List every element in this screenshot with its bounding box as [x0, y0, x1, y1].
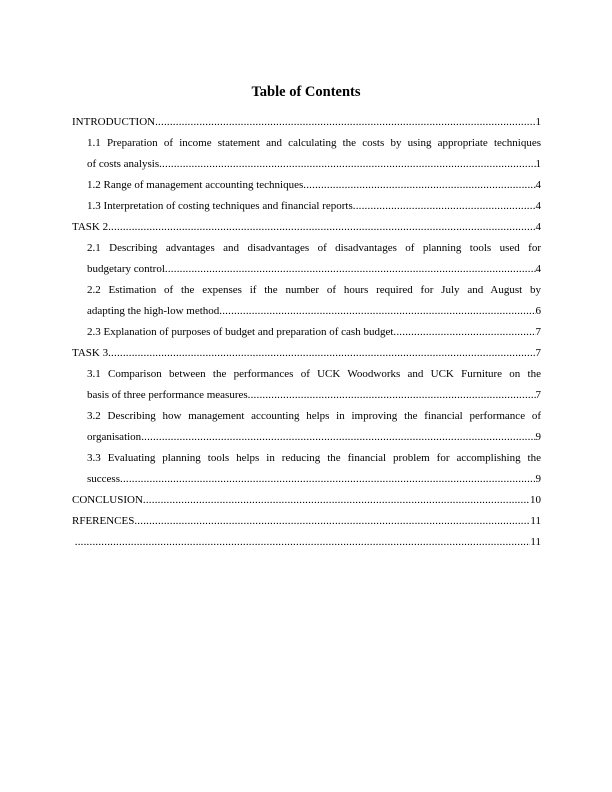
toc-entry-text: organisation	[87, 431, 142, 443]
toc-page-number: 4	[535, 200, 541, 212]
toc-entry-3-1[interactable]	[72, 385, 541, 406]
dot-leader	[159, 154, 535, 175]
toc-entry-conclusion[interactable]	[72, 490, 541, 511]
dot-leader	[134, 511, 530, 532]
toc-entry-text: 3.1 Comparison between the performances of UCK Woodworks and UCK Furniture on the	[87, 368, 541, 380]
toc-page-number: 7	[535, 347, 541, 359]
toc-entry-text: 2.3 Explanation of purposes of budget and preparation of cash budget	[87, 326, 394, 338]
toc-entry-references[interactable]	[72, 511, 541, 532]
toc-page-number: 7	[535, 389, 541, 401]
toc-entry-2-1-first-line[interactable]	[72, 238, 541, 259]
toc-entry-text: 2.1 Describing advantages and disadvantages of disadvantages of planning tools used for	[87, 242, 541, 254]
dot-leader	[155, 112, 535, 133]
toc-entry-text: 3.3 Evaluating planning tools helps in reducing the financial problem for accomplishing the	[87, 452, 541, 464]
dot-leader	[75, 532, 531, 553]
toc-entry-text: TASK 3	[72, 347, 109, 359]
dot-leader	[219, 301, 535, 322]
toc-entry-text: basis of three performance measures	[87, 389, 248, 401]
toc-page-number: 9	[535, 431, 541, 443]
toc-entry-3-3-first-line[interactable]	[72, 448, 541, 469]
dot-leader	[141, 427, 535, 448]
toc-entry-3-1-first-line[interactable]	[72, 364, 541, 385]
toc-page-number: 7	[535, 326, 541, 338]
toc-entry-text: TASK 2	[72, 221, 109, 233]
toc-entry-2-1[interactable]	[72, 259, 541, 280]
dot-leader	[108, 217, 535, 238]
toc-entry-1-3[interactable]	[72, 196, 541, 217]
toc-page-number: 4	[535, 263, 541, 275]
dot-leader	[303, 175, 535, 196]
toc-entry-text: 2.2 Estimation of the expenses if the number of hours required for July and August by	[87, 284, 541, 296]
table-of-contents	[72, 112, 541, 553]
toc-page-number: 11	[530, 515, 541, 527]
dot-leader	[165, 259, 536, 280]
toc-entry-text: RFERENCES	[72, 515, 135, 527]
toc-entry-introduction[interactable]	[72, 112, 541, 133]
dot-leader	[143, 490, 530, 511]
toc-entry-text: budgetary control	[87, 263, 165, 275]
toc-page-number: 11	[530, 536, 541, 548]
toc-page-number: 1	[535, 116, 541, 128]
toc-page-number: 10	[530, 494, 541, 506]
toc-entry-3-2-first-line[interactable]	[72, 406, 541, 427]
toc-entry-2-2-first-line[interactable]	[72, 280, 541, 301]
toc-title: Table of Contents	[251, 84, 361, 100]
toc-entry-1-1[interactable]	[72, 154, 541, 175]
toc-entry-2-2[interactable]	[72, 301, 541, 322]
toc-entry-1-2[interactable]	[72, 175, 541, 196]
toc-entry-task-3[interactable]	[72, 343, 541, 364]
toc-entry-2-3[interactable]	[72, 322, 541, 343]
toc-page-number: 9	[535, 473, 541, 485]
toc-entry-1-1-first-line[interactable]	[72, 133, 541, 154]
toc-entry-text: 3.2 Describing how management accounting helps in improving the financial performance of	[87, 410, 541, 422]
toc-page-number: 6	[535, 305, 541, 317]
toc-entry-text: success	[87, 473, 120, 485]
toc-entry-text: INTRODUCTION	[72, 116, 156, 128]
toc-page-number: 4	[535, 221, 541, 233]
toc-entry-text: CONCLUSION	[72, 494, 143, 506]
toc-entry-text: 1.1 Preparation of income statement and calculating the costs by using appropriate techniques	[87, 137, 541, 149]
toc-entry-blank[interactable]	[72, 532, 541, 553]
toc-entry-text: adapting the high-low method	[87, 305, 220, 317]
toc-entry-text: of costs analysis	[87, 158, 160, 170]
dot-leader	[108, 343, 535, 364]
toc-entry-task-2[interactable]	[72, 217, 541, 238]
toc-page-number: 4	[535, 179, 541, 191]
toc-entry-3-3[interactable]	[72, 469, 541, 490]
toc-page-number: 1	[535, 158, 541, 170]
dot-leader	[353, 196, 536, 217]
dot-leader	[248, 385, 536, 406]
toc-entry-3-2[interactable]	[72, 427, 541, 448]
toc-entry-text: 1.2 Range of management accounting techniques	[87, 179, 304, 191]
toc-entry-text: 1.3 Interpretation of costing techniques and financial reports	[87, 200, 353, 212]
dot-leader	[393, 322, 535, 343]
dot-leader	[120, 469, 536, 490]
